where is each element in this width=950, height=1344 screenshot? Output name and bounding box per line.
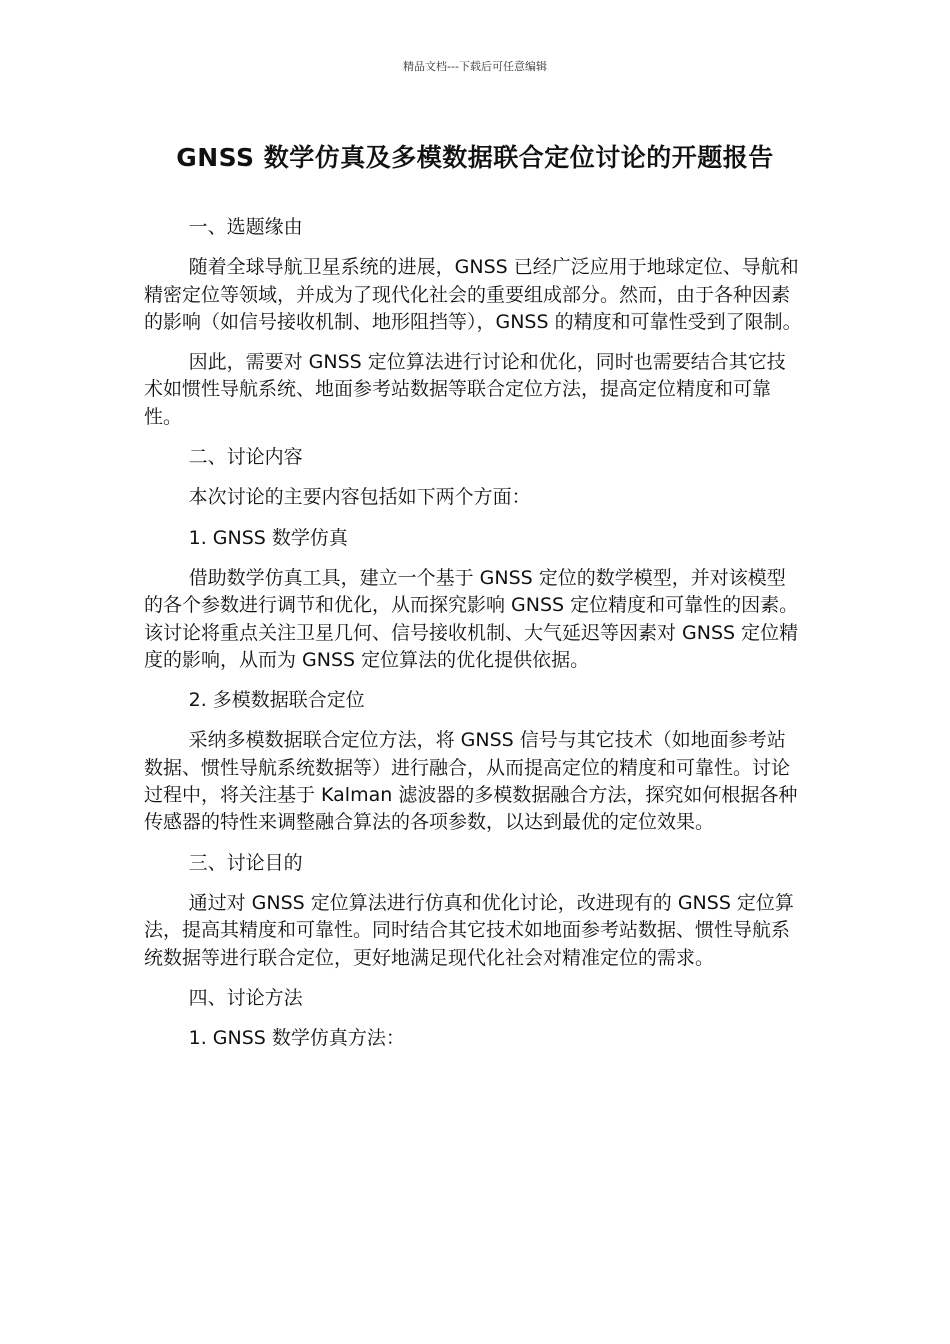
paragraph-background: 随着全球导航卫星系统的进展，GNSS 已经广泛应用于地球定位、导航和精密定位等领域，并成为了现代化社会的重要组成部分。然而，由于各种因素的影响（如信号接收机制、地形阻挡等），GNSS 的精度和可靠性受到了限制。 [144, 256, 802, 333]
subheading-gnss-simulation: 1. GNSS 数学仿真 [188, 526, 348, 549]
section-heading-reason: 一、选题缘由 [188, 216, 303, 238]
section-heading-method: 四、讨论方法 [188, 986, 303, 1009]
document-body [144, 214, 804, 1065]
subheading-simulation-method: 1. GNSS 数学仿真方法： [188, 1027, 405, 1050]
section-heading-content: 二、讨论内容 [188, 446, 303, 469]
paragraph-multimode-positioning: 采纳多模数据联合定位方法，将 GNSS 信号与其它技术（如地面参考站数据、惯性导航系统数据等）进行融合，从而提高定位的精度和可靠性。讨论过程中，将关注基于 Kalman 滤波器的多模数据融合方法，探究如何根据各种传感器的特性来调整融合算法的各项参数，以达到最优的定位效果。 [144, 729, 798, 834]
paragraph-gnss-simulation: 借助数学仿真工具，建立一个基于 GNSS 定位的数学模型，并对该模型的各个参数进行调节和优化，从而探究影响 GNSS 定位精度和可靠性的因素。该讨论将重点关注卫星几何、信号接收机制、大气延迟等因素对 GNSS 定位精度的影响，从而为 GNSS 定位算法的优化提供依据。 [144, 566, 799, 671]
document-title: GNSS 数学仿真及多模数据联合定位讨论的开题报告 [176, 143, 774, 172]
header-note: 精品文档---下载后可任意编辑 [403, 60, 547, 73]
paragraph-need: 因此，需要对 GNSS 定位算法进行讨论和优化，同时也需要结合其它技术如惯性导航系统、地面参考站数据等联合定位方法，提高定位精度和可靠性。 [144, 351, 786, 428]
section-heading-purpose: 三、讨论目的 [188, 851, 303, 874]
paragraph-purpose: 通过对 GNSS 定位算法进行仿真和优化讨论，改进现有的 GNSS 定位算法，提高其精度和可靠性。同时结合其它技术如地面参考站数据、惯性导航系统数据等进行联合定位，更好地满足现代化社会对精准定位的需求。 [144, 891, 794, 969]
subheading-multimode-positioning: 2. 多模数据联合定位 [188, 689, 365, 712]
paragraph-content-intro: 本次讨论的主要内容包括如下两个方面： [188, 486, 531, 509]
